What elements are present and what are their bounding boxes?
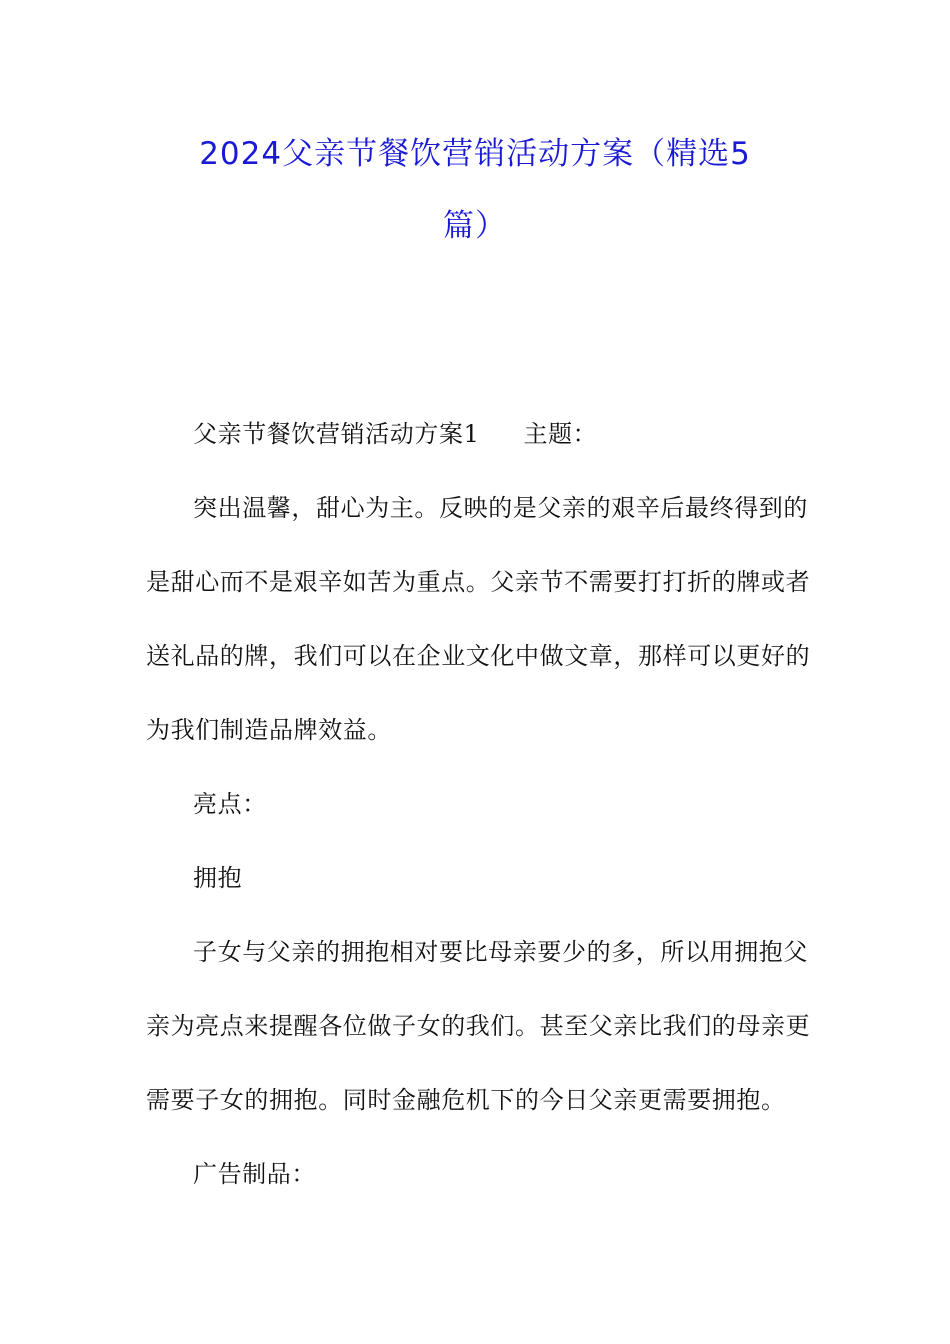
paragraph-2-line-2: 亲为亮点来提醒各位做子女的我们。甚至父亲比我们的母亲更 [146, 1012, 811, 1040]
document-title-line-2: 篇） [443, 208, 507, 244]
paragraph-1-line-3: 送礼品的牌，我们可以在企业文化中做文章，那样可以更好的 [146, 642, 811, 670]
section-heading: 父亲节餐饮营销活动方案1 [193, 420, 480, 448]
paragraph-1-line-4: 为我们制造品牌效益。 [146, 716, 392, 744]
document-title-line-1: 2024父亲节餐饮营销活动方案（精选5 [199, 136, 751, 172]
topic-label: 主题： [523, 420, 598, 448]
paragraph-1-line-2: 是甜心而不是艰辛如苦为重点。父亲节不需要打打折的牌或者 [146, 568, 811, 596]
highlight-label: 亮点： [193, 790, 267, 818]
paragraph-1-line-1: 突出温馨，甜心为主。反映的是父亲的艰辛后最终得到的 [193, 494, 808, 522]
ad-products-label: 广告制品： [193, 1160, 316, 1188]
paragraph-2-line-1: 子女与父亲的拥抱相对要比母亲要少的多，所以用拥抱父 [193, 938, 808, 966]
highlight-item: 拥抱 [193, 864, 243, 892]
paragraph-2-line-3: 需要子女的拥抱。同时金融危机下的今日父亲更需要拥抱。 [146, 1086, 786, 1114]
section-heading-line [193, 418, 853, 450]
